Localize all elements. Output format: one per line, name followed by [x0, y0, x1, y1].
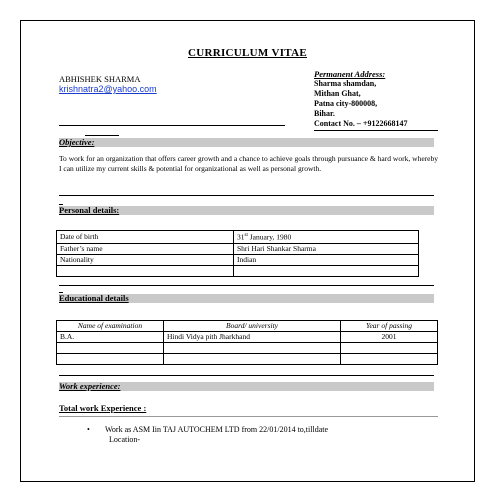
work-item-location: Location-	[109, 434, 141, 444]
short-divider	[85, 135, 119, 136]
table-row	[57, 354, 438, 365]
table-row	[57, 243, 419, 254]
table-cell-value: 31st January, 1980	[234, 231, 419, 244]
table-cell-value: Indian	[234, 254, 419, 265]
table-header-row	[57, 321, 438, 332]
column-header: Board/ university	[164, 321, 341, 332]
objective-text: To work for an organization that offers career growth and a chance to achieve goals through pursuance & hard work, whereby I can utilize my current skills & potential for organizational as well as personal growth.	[59, 154, 438, 173]
work-experience-heading: Work experience:	[59, 382, 434, 391]
work-item-line: Work as ASM Iin TAJ AUTOCHEM LTD from 22/01/2014 to,tilldate	[105, 425, 329, 434]
educational-details-heading: Educational details	[59, 294, 434, 303]
table-cell	[341, 343, 438, 354]
header-divider	[314, 130, 438, 131]
address-line: Mithan Ghat,	[314, 89, 361, 98]
resume-page	[20, 20, 475, 482]
applicant-name: ABHISHEK SHARMA	[59, 74, 141, 84]
document-title: CURRICULUM VITAE	[188, 47, 307, 59]
personal-details-table	[56, 230, 419, 277]
bullet-icon: •	[87, 425, 90, 434]
email-link[interactable]: krishnatra2@yahoo.com	[59, 84, 157, 94]
table-row	[57, 332, 438, 343]
table-cell: 2001	[341, 332, 438, 343]
table-row	[57, 254, 419, 265]
column-header: Name of examination	[57, 321, 164, 332]
header-divider	[59, 125, 285, 126]
address-line: Patna city-800008,	[314, 99, 378, 108]
table-cell	[164, 354, 341, 365]
table-cell	[164, 343, 341, 354]
address-line: Sharma shamdan,	[314, 79, 377, 88]
education-table	[56, 320, 438, 365]
table-cell-label	[57, 265, 234, 276]
table-cell-value: Shri Hari Shankar Sharma	[234, 243, 419, 254]
table-row	[57, 343, 438, 354]
section-divider	[59, 195, 434, 196]
table-cell: B.A.	[57, 332, 164, 343]
contact-number: Contact No. – +9122668147	[314, 119, 408, 128]
table-cell	[341, 354, 438, 365]
section-divider	[59, 416, 438, 417]
table-cell-label: Nationality	[57, 254, 234, 265]
total-experience-label: Total work Experience :	[59, 403, 147, 413]
table-cell: Hindi Vidya pith Jharkhand	[164, 332, 341, 343]
table-cell	[57, 354, 164, 365]
section-divider	[59, 375, 434, 376]
address-heading: Permanent Address:	[314, 69, 386, 79]
table-cell-value	[234, 265, 419, 276]
work-item	[105, 425, 328, 444]
section-divider	[59, 285, 434, 286]
table-row	[57, 231, 419, 244]
table-row	[57, 265, 419, 276]
table-cell	[57, 343, 164, 354]
personal-details-heading: Personal details:	[59, 206, 434, 215]
objective-heading: Objective:	[59, 138, 434, 147]
table-cell-label: Date of birth	[57, 231, 234, 244]
address-line: Bihar.	[314, 109, 335, 118]
column-header: Year of passing	[341, 321, 438, 332]
table-cell-label: Father’s name	[57, 243, 234, 254]
